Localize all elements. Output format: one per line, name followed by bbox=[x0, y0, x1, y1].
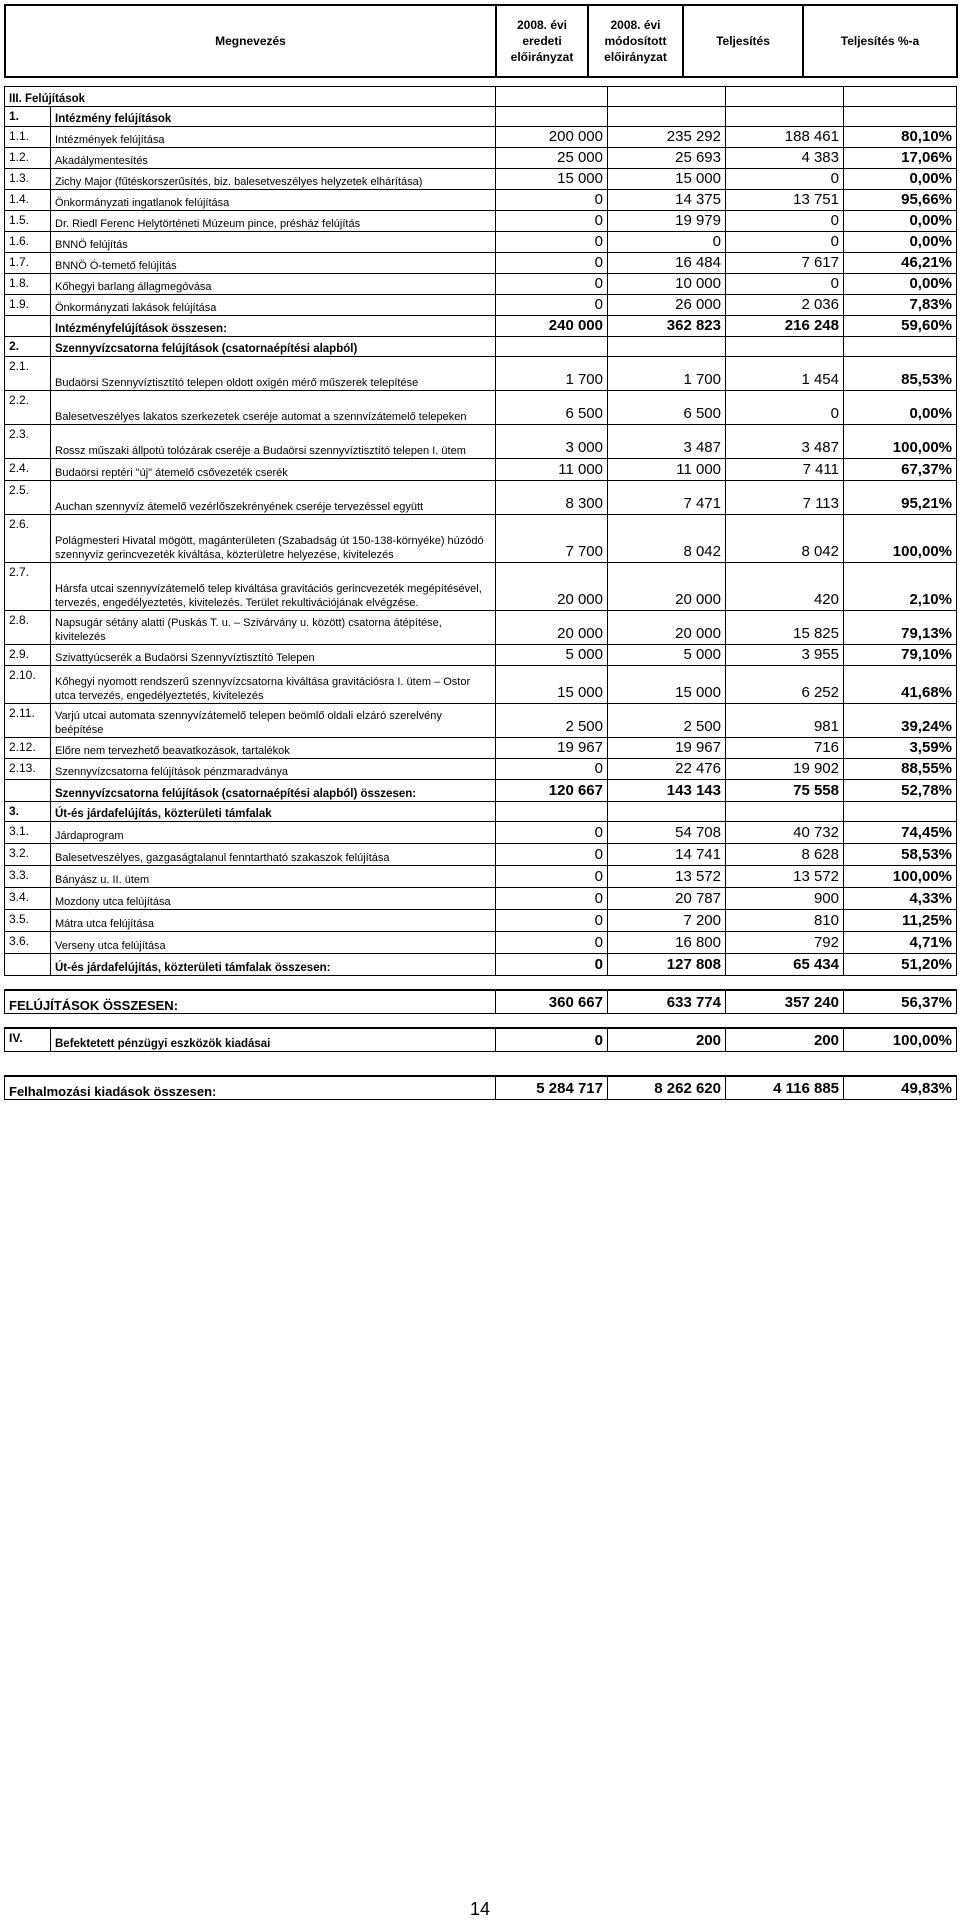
value-eredeti bbox=[496, 976, 608, 990]
value-eredeti: 0 bbox=[496, 295, 608, 316]
table-row bbox=[5, 148, 957, 169]
table-row bbox=[5, 87, 957, 107]
value-modositott: 16 484 bbox=[608, 253, 726, 274]
row-label: Rossz műszaki állpotú tolózárak cseréje a Budaörsi szennyvíztisztító telepen I. ütem bbox=[51, 425, 496, 459]
table-row bbox=[5, 1076, 957, 1100]
value-teljesites: 7 411 bbox=[726, 459, 844, 481]
value-teljesites: 420 bbox=[726, 563, 844, 611]
value-teljesites: 0 bbox=[726, 391, 844, 425]
table-row bbox=[5, 357, 957, 391]
table-row bbox=[5, 1052, 957, 1076]
value-teljesites: 4 116 885 bbox=[726, 1076, 844, 1100]
row-label: Akadálymentesítés bbox=[51, 148, 496, 169]
row-number: 2.1. bbox=[5, 357, 51, 391]
value-modositott: 14 375 bbox=[608, 190, 726, 211]
table-row bbox=[5, 337, 957, 357]
table-row bbox=[5, 645, 957, 666]
value-modositott: 200 bbox=[608, 1028, 726, 1052]
value-modositott: 8 262 620 bbox=[608, 1076, 726, 1100]
value-eredeti: 5 000 bbox=[496, 645, 608, 666]
value-eredeti: 2 500 bbox=[496, 704, 608, 738]
value-teljesites: 40 732 bbox=[726, 822, 844, 844]
table-row bbox=[5, 481, 957, 515]
value-modositott: 16 800 bbox=[608, 932, 726, 954]
table-row bbox=[5, 822, 957, 844]
value-teljesites: 15 825 bbox=[726, 611, 844, 645]
value-modositott: 20 787 bbox=[608, 888, 726, 910]
row-label: Balesetveszélyes, gazgaságtalanul fenntartható szakaszok felújítása bbox=[51, 844, 496, 866]
row-label: Szennyvízcsatorna felújítások (csatornaépítési alapból) összesen: bbox=[51, 780, 496, 802]
row-number bbox=[5, 1014, 51, 1028]
value-modositott: 7 471 bbox=[608, 481, 726, 515]
value-teljesites: 0 bbox=[726, 232, 844, 253]
value-teljesites-pct: 46,21% bbox=[844, 253, 957, 274]
row-number: 2.3. bbox=[5, 425, 51, 459]
value-modositott: 20 000 bbox=[608, 563, 726, 611]
value-eredeti: 6 500 bbox=[496, 391, 608, 425]
value-modositott: 54 708 bbox=[608, 822, 726, 844]
value-modositott: 11 000 bbox=[608, 459, 726, 481]
table-row bbox=[5, 425, 957, 459]
value-teljesites bbox=[726, 337, 844, 357]
table-row bbox=[5, 190, 957, 211]
value-eredeti: 0 bbox=[496, 910, 608, 932]
row-label: Intézmények felújítása bbox=[51, 127, 496, 148]
value-teljesites-pct: 95,21% bbox=[844, 481, 957, 515]
row-number: 3.3. bbox=[5, 866, 51, 888]
table-row bbox=[5, 932, 957, 954]
header-teljesites-pct: Teljesítés %-a bbox=[803, 5, 957, 77]
value-teljesites-pct: 80,10% bbox=[844, 127, 957, 148]
value-teljesites-pct: 2,10% bbox=[844, 563, 957, 611]
value-eredeti: 15 000 bbox=[496, 169, 608, 190]
table-row bbox=[5, 976, 957, 990]
row-label: Önkormányzati ingatlanok felújítása bbox=[51, 190, 496, 211]
value-teljesites-pct bbox=[844, 1014, 957, 1028]
value-teljesites-pct: 4,33% bbox=[844, 888, 957, 910]
value-modositott: 7 200 bbox=[608, 910, 726, 932]
table-row bbox=[5, 759, 957, 780]
value-eredeti bbox=[496, 87, 608, 107]
value-teljesites: 216 248 bbox=[726, 316, 844, 337]
value-teljesites-pct: 58,53% bbox=[844, 844, 957, 866]
header-megnevezes: Megnevezés bbox=[5, 5, 496, 77]
value-teljesites-pct: 95,66% bbox=[844, 190, 957, 211]
value-eredeti: 1 700 bbox=[496, 357, 608, 391]
value-teljesites: 900 bbox=[726, 888, 844, 910]
value-teljesites bbox=[726, 976, 844, 990]
value-modositott: 19 967 bbox=[608, 738, 726, 759]
table-row bbox=[5, 391, 957, 425]
table-row bbox=[5, 274, 957, 295]
value-eredeti bbox=[496, 802, 608, 822]
value-teljesites-pct: 3,59% bbox=[844, 738, 957, 759]
row-number: 2.5. bbox=[5, 481, 51, 515]
value-teljesites-pct: 56,37% bbox=[844, 990, 957, 1014]
row-number: 3.1. bbox=[5, 822, 51, 844]
value-modositott: 22 476 bbox=[608, 759, 726, 780]
value-modositott: 13 572 bbox=[608, 866, 726, 888]
row-label: Intézményfelújítások összesen: bbox=[51, 316, 496, 337]
value-eredeti: 20 000 bbox=[496, 611, 608, 645]
row-label: Mátra utca felújítása bbox=[51, 910, 496, 932]
value-modositott: 15 000 bbox=[608, 169, 726, 190]
value-modositott bbox=[608, 802, 726, 822]
value-eredeti bbox=[496, 337, 608, 357]
value-eredeti: 0 bbox=[496, 190, 608, 211]
value-eredeti: 0 bbox=[496, 822, 608, 844]
row-label: Kőhegyi nyomott rendszerű szennyvízcsatorna kiváltása gravitációsra I. ütem – Ostor utca tervezés, engedélyeztetés, kivitelezés bbox=[51, 666, 496, 704]
value-eredeti: 5 284 717 bbox=[496, 1076, 608, 1100]
row-label: Zichy Major (fűtéskorszerűsítés, biz. balesetveszélyes helyzetek elhárítása) bbox=[51, 169, 496, 190]
value-eredeti: 20 000 bbox=[496, 563, 608, 611]
table-row bbox=[5, 295, 957, 316]
row-label: III. Felújítások bbox=[5, 87, 496, 107]
value-teljesites: 0 bbox=[726, 169, 844, 190]
table-row bbox=[5, 316, 957, 337]
row-label: Szennyvízcsatorna felújítások pénzmaradványa bbox=[51, 759, 496, 780]
row-number: 1.1. bbox=[5, 127, 51, 148]
value-eredeti: 15 000 bbox=[496, 666, 608, 704]
row-label bbox=[51, 1014, 496, 1028]
row-label: Mozdony utca felújítása bbox=[51, 888, 496, 910]
header-teljesites: Teljesítés bbox=[683, 5, 803, 77]
value-eredeti: 0 bbox=[496, 759, 608, 780]
value-eredeti: 0 bbox=[496, 232, 608, 253]
row-label: Dr. Riedl Ferenc Helytörténeti Múzeum pince, présház felújítás bbox=[51, 211, 496, 232]
value-modositott: 127 808 bbox=[608, 954, 726, 976]
value-modositott bbox=[608, 1052, 726, 1076]
value-teljesites-pct: 0,00% bbox=[844, 232, 957, 253]
value-teljesites: 0 bbox=[726, 274, 844, 295]
value-modositott: 26 000 bbox=[608, 295, 726, 316]
value-teljesites-pct: 17,06% bbox=[844, 148, 957, 169]
value-eredeti: 7 700 bbox=[496, 515, 608, 563]
value-eredeti: 3 000 bbox=[496, 425, 608, 459]
row-label: Szennyvízcsatorna felújítások (csatornaépítési alapból) bbox=[51, 337, 496, 357]
value-teljesites bbox=[726, 87, 844, 107]
value-eredeti: 11 000 bbox=[496, 459, 608, 481]
value-modositott: 3 487 bbox=[608, 425, 726, 459]
value-teljesites: 13 572 bbox=[726, 866, 844, 888]
header-eredeti-eloiranyzat: 2008. évi eredeti előirányzat bbox=[496, 5, 588, 77]
value-eredeti: 0 bbox=[496, 274, 608, 295]
row-number bbox=[5, 780, 51, 802]
value-teljesites-pct: 49,83% bbox=[844, 1076, 957, 1100]
row-label: Járdaprogram bbox=[51, 822, 496, 844]
row-number: 2.12. bbox=[5, 738, 51, 759]
value-teljesites: 200 bbox=[726, 1028, 844, 1052]
row-number: 1.4. bbox=[5, 190, 51, 211]
row-label: Út-és járdafelújítás, közterületi támfalak bbox=[51, 802, 496, 822]
row-label: Kőhegyi barlang állagmegóvása bbox=[51, 274, 496, 295]
value-teljesites-pct bbox=[844, 976, 957, 990]
value-teljesites-pct bbox=[844, 337, 957, 357]
table-row bbox=[5, 611, 957, 645]
row-number: 1.8. bbox=[5, 274, 51, 295]
row-number: 1.2. bbox=[5, 148, 51, 169]
value-modositott: 633 774 bbox=[608, 990, 726, 1014]
value-eredeti: 0 bbox=[496, 866, 608, 888]
row-label: Budaörsi reptéri "új" átemelő csővezeték cserék bbox=[51, 459, 496, 481]
row-number: 2. bbox=[5, 337, 51, 357]
row-label: Felhalmozási kiadások összesen: bbox=[5, 1076, 496, 1100]
row-label: Bányász u. II. ütem bbox=[51, 866, 496, 888]
row-number: IV. bbox=[5, 1028, 51, 1052]
row-label bbox=[51, 1052, 496, 1076]
value-teljesites-pct bbox=[844, 107, 957, 127]
value-eredeti: 19 967 bbox=[496, 738, 608, 759]
value-teljesites: 3 955 bbox=[726, 645, 844, 666]
row-label: Intézmény felújítások bbox=[51, 107, 496, 127]
row-label bbox=[51, 976, 496, 990]
table-row bbox=[5, 802, 957, 822]
row-label: Verseny utca felújítása bbox=[51, 932, 496, 954]
row-number: 1.6. bbox=[5, 232, 51, 253]
value-teljesites: 3 487 bbox=[726, 425, 844, 459]
value-modositott: 25 693 bbox=[608, 148, 726, 169]
value-eredeti: 8 300 bbox=[496, 481, 608, 515]
table-row bbox=[5, 780, 957, 802]
value-teljesites-pct: 0,00% bbox=[844, 391, 957, 425]
value-teljesites-pct: 85,53% bbox=[844, 357, 957, 391]
table-row bbox=[5, 1028, 957, 1052]
value-modositott: 0 bbox=[608, 232, 726, 253]
table-row bbox=[5, 888, 957, 910]
value-modositott: 8 042 bbox=[608, 515, 726, 563]
table-row bbox=[5, 844, 957, 866]
value-teljesites: 357 240 bbox=[726, 990, 844, 1014]
table-row bbox=[5, 169, 957, 190]
value-teljesites bbox=[726, 107, 844, 127]
row-label: Előre nem tervezhető beavatkozások, tartalékok bbox=[51, 738, 496, 759]
value-eredeti bbox=[496, 1014, 608, 1028]
value-eredeti: 0 bbox=[496, 932, 608, 954]
value-teljesites-pct: 79,10% bbox=[844, 645, 957, 666]
value-teljesites: 7 113 bbox=[726, 481, 844, 515]
value-teljesites: 0 bbox=[726, 211, 844, 232]
value-teljesites: 981 bbox=[726, 704, 844, 738]
value-teljesites-pct: 100,00% bbox=[844, 1028, 957, 1052]
row-number: 2.7. bbox=[5, 563, 51, 611]
value-teljesites: 65 434 bbox=[726, 954, 844, 976]
row-label: Út-és járdafelújítás, közterületi támfalak összesen: bbox=[51, 954, 496, 976]
value-eredeti: 0 bbox=[496, 253, 608, 274]
row-number: 2.10. bbox=[5, 666, 51, 704]
value-teljesites: 6 252 bbox=[726, 666, 844, 704]
value-teljesites-pct bbox=[844, 1052, 957, 1076]
value-teljesites-pct: 39,24% bbox=[844, 704, 957, 738]
row-number: 3.4. bbox=[5, 888, 51, 910]
row-number: 1.9. bbox=[5, 295, 51, 316]
table-row bbox=[5, 211, 957, 232]
value-modositott: 143 143 bbox=[608, 780, 726, 802]
value-teljesites-pct bbox=[844, 802, 957, 822]
value-modositott: 10 000 bbox=[608, 274, 726, 295]
value-eredeti: 0 bbox=[496, 888, 608, 910]
value-eredeti bbox=[496, 1052, 608, 1076]
value-modositott: 235 292 bbox=[608, 127, 726, 148]
value-teljesites: 188 461 bbox=[726, 127, 844, 148]
row-number bbox=[5, 976, 51, 990]
value-eredeti: 25 000 bbox=[496, 148, 608, 169]
row-number: 2.13. bbox=[5, 759, 51, 780]
row-number: 3. bbox=[5, 802, 51, 822]
row-number: 3.6. bbox=[5, 932, 51, 954]
value-eredeti: 0 bbox=[496, 1028, 608, 1052]
value-teljesites-pct: 100,00% bbox=[844, 866, 957, 888]
table-row bbox=[5, 954, 957, 976]
row-number: 1. bbox=[5, 107, 51, 127]
value-teljesites bbox=[726, 1052, 844, 1076]
row-number: 1.3. bbox=[5, 169, 51, 190]
value-eredeti: 120 667 bbox=[496, 780, 608, 802]
row-number: 2.2. bbox=[5, 391, 51, 425]
table-row bbox=[5, 990, 957, 1014]
table-row bbox=[5, 127, 957, 148]
row-number bbox=[5, 954, 51, 976]
value-teljesites bbox=[726, 1014, 844, 1028]
column-header-row bbox=[4, 4, 958, 78]
value-teljesites-pct: 0,00% bbox=[844, 274, 957, 295]
table-row bbox=[5, 253, 957, 274]
value-eredeti: 0 bbox=[496, 211, 608, 232]
row-label: Napsugár sétány alatti (Puskás T. u. – Szivárvány u. között) csatorna átépítése, kivitelezés bbox=[51, 611, 496, 645]
value-eredeti: 360 667 bbox=[496, 990, 608, 1014]
row-label: Varjú utcai automata szennyvízátemelő telepen beömlő oldali elzáró szerelvény beépítése bbox=[51, 704, 496, 738]
row-label: Önkormányzati lakások felújítása bbox=[51, 295, 496, 316]
value-modositott: 362 823 bbox=[608, 316, 726, 337]
value-teljesites: 1 454 bbox=[726, 357, 844, 391]
row-number: 2.8. bbox=[5, 611, 51, 645]
row-label: Auchan szennyvíz átemelő vezérlőszekrényének cseréje tervezéssel együtt bbox=[51, 481, 496, 515]
value-eredeti: 240 000 bbox=[496, 316, 608, 337]
table-row bbox=[5, 232, 957, 253]
value-modositott bbox=[608, 87, 726, 107]
value-teljesites: 75 558 bbox=[726, 780, 844, 802]
row-label: Budaörsi Szennyvíztisztító telepen oldott oxigén mérő műszerek telepítése bbox=[51, 357, 496, 391]
row-number: 3.2. bbox=[5, 844, 51, 866]
value-modositott: 2 500 bbox=[608, 704, 726, 738]
row-number: 1.7. bbox=[5, 253, 51, 274]
value-eredeti bbox=[496, 107, 608, 127]
value-modositott: 5 000 bbox=[608, 645, 726, 666]
value-teljesites-pct: 74,45% bbox=[844, 822, 957, 844]
row-label: Balesetveszélyes lakatos szerkezetek cseréje automat a szennvízátemelő telepeken bbox=[51, 391, 496, 425]
value-teljesites: 792 bbox=[726, 932, 844, 954]
row-number bbox=[5, 316, 51, 337]
value-teljesites-pct: 100,00% bbox=[844, 515, 957, 563]
table-row bbox=[5, 666, 957, 704]
value-teljesites-pct: 0,00% bbox=[844, 169, 957, 190]
value-eredeti: 0 bbox=[496, 844, 608, 866]
value-teljesites-pct: 67,37% bbox=[844, 459, 957, 481]
value-teljesites-pct bbox=[844, 87, 957, 107]
row-label: Szivattyúcserék a Budaörsi Szennyvíztisztító Telepen bbox=[51, 645, 496, 666]
value-teljesites: 8 042 bbox=[726, 515, 844, 563]
table-row bbox=[5, 738, 957, 759]
table-row bbox=[5, 107, 957, 127]
header-modositott-eloiranyzat: 2008. évi módosított előirányzat bbox=[588, 5, 683, 77]
row-number bbox=[5, 1052, 51, 1076]
value-teljesites: 2 036 bbox=[726, 295, 844, 316]
value-eredeti: 0 bbox=[496, 954, 608, 976]
budget-table bbox=[4, 86, 957, 1100]
table-row bbox=[5, 910, 957, 932]
value-modositott bbox=[608, 1014, 726, 1028]
value-teljesites-pct: 0,00% bbox=[844, 211, 957, 232]
value-teljesites: 13 751 bbox=[726, 190, 844, 211]
value-modositott: 19 979 bbox=[608, 211, 726, 232]
row-number: 2.11. bbox=[5, 704, 51, 738]
value-teljesites-pct: 4,71% bbox=[844, 932, 957, 954]
row-number: 2.4. bbox=[5, 459, 51, 481]
row-label: BNNÖ felújítás bbox=[51, 232, 496, 253]
value-teljesites-pct: 79,13% bbox=[844, 611, 957, 645]
value-teljesites: 7 617 bbox=[726, 253, 844, 274]
row-number: 3.5. bbox=[5, 910, 51, 932]
value-modositott: 20 000 bbox=[608, 611, 726, 645]
value-teljesites: 8 628 bbox=[726, 844, 844, 866]
value-eredeti: 200 000 bbox=[496, 127, 608, 148]
page-number: 14 bbox=[469, 1899, 491, 1919]
table-row bbox=[5, 459, 957, 481]
value-teljesites: 810 bbox=[726, 910, 844, 932]
row-label: Befektetett pénzügyi eszközök kiadásai bbox=[51, 1028, 496, 1052]
row-number: 2.9. bbox=[5, 645, 51, 666]
table-row bbox=[5, 1014, 957, 1028]
value-teljesites-pct: 41,68% bbox=[844, 666, 957, 704]
value-teljesites bbox=[726, 802, 844, 822]
value-teljesites-pct: 7,83% bbox=[844, 295, 957, 316]
table-row bbox=[5, 704, 957, 738]
value-modositott: 6 500 bbox=[608, 391, 726, 425]
value-teljesites: 4 383 bbox=[726, 148, 844, 169]
value-teljesites: 19 902 bbox=[726, 759, 844, 780]
row-label: Hársfa utcai szennyvízátemelő telep kiváltása gravitációs gerincvezeték megépítésével, tervezés, engedélyeztetés, kivitelezés. Terület rekultivációjának elvégzése. bbox=[51, 563, 496, 611]
row-number: 1.5. bbox=[5, 211, 51, 232]
row-number: 2.6. bbox=[5, 515, 51, 563]
value-teljesites-pct: 11,25% bbox=[844, 910, 957, 932]
table-row bbox=[5, 563, 957, 611]
value-teljesites-pct: 52,78% bbox=[844, 780, 957, 802]
value-teljesites: 716 bbox=[726, 738, 844, 759]
value-modositott: 14 741 bbox=[608, 844, 726, 866]
row-label: Polágmesteri Hivatal mögött, magánterületen (Szabadság út 150-138-környéke) húzódó szennyvíz gerincvezeték kiváltása, közterületre helyezése, kivitelezés bbox=[51, 515, 496, 563]
value-teljesites-pct: 88,55% bbox=[844, 759, 957, 780]
value-teljesites-pct: 100,00% bbox=[844, 425, 957, 459]
row-label: BNNÖ Ó-temető felújítás bbox=[51, 253, 496, 274]
value-modositott: 15 000 bbox=[608, 666, 726, 704]
table-row bbox=[5, 515, 957, 563]
value-modositott bbox=[608, 107, 726, 127]
value-modositott bbox=[608, 976, 726, 990]
row-label: FELÚJÍTÁSOK ÖSSZESEN: bbox=[5, 990, 496, 1014]
table-row bbox=[5, 866, 957, 888]
value-teljesites-pct: 59,60% bbox=[844, 316, 957, 337]
value-teljesites-pct: 51,20% bbox=[844, 954, 957, 976]
value-modositott bbox=[608, 337, 726, 357]
value-modositott: 1 700 bbox=[608, 357, 726, 391]
